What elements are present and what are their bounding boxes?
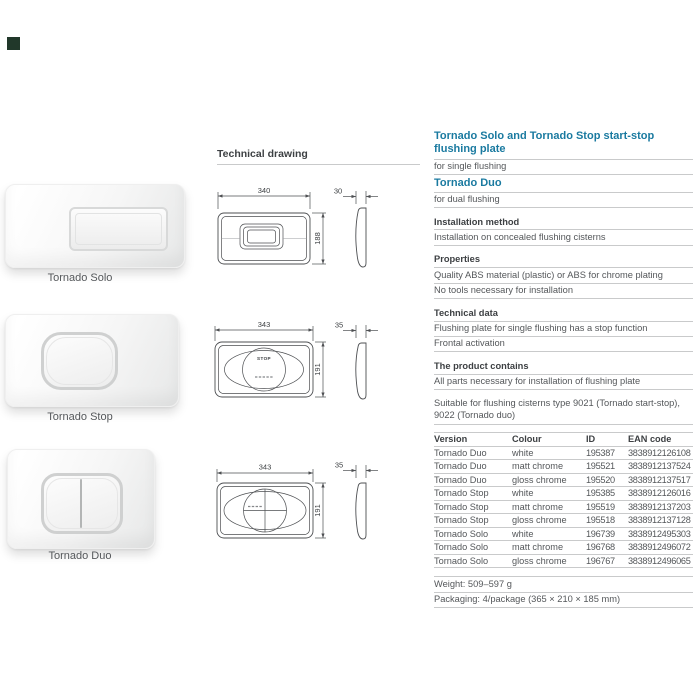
photo-caption-solo: Tornado Solo — [47, 272, 113, 284]
version-table — [434, 432, 693, 568]
cell-colour: gloss chrome — [512, 514, 586, 528]
duo-flush-button-inner — [46, 478, 118, 529]
cell-colour: white — [512, 487, 586, 501]
cell-ean: 3838912137128 — [628, 514, 693, 528]
dimension-depth-label: 35 — [334, 460, 344, 470]
solo-flush-button — [69, 207, 168, 251]
dimension-height-label: 188 — [313, 232, 322, 245]
cell-version: Tornado Solo — [434, 554, 512, 568]
cell-ean: 3838912495303 — [628, 527, 693, 541]
section-line: No tools necessary for installation — [434, 284, 693, 299]
cell-colour: gloss chrome — [512, 473, 586, 487]
technical-drawing-heading: Technical drawing — [217, 148, 308, 160]
dimension-height-label: 191 — [313, 363, 322, 376]
technical-drawing-solo — [210, 181, 380, 276]
cell-colour: matt chrome — [512, 541, 586, 555]
dimension-height-label: 191 — [313, 504, 322, 517]
cell-id: 195519 — [586, 500, 628, 514]
cell-id: 195520 — [586, 473, 628, 487]
cell-colour: white — [512, 446, 586, 460]
product-title-solo-stop: Tornado Solo and Tornado Stop start-stop flushing plate — [434, 130, 693, 160]
photo-tornado-solo — [5, 184, 185, 268]
technical-drawing-duo — [210, 452, 380, 547]
table-row — [434, 514, 693, 528]
dimension-width-label: 340 — [257, 186, 271, 195]
cell-colour: matt chrome — [512, 460, 586, 474]
info-column — [434, 130, 693, 608]
cell-ean: 3838912137524 — [628, 460, 693, 474]
section-installation-method — [434, 215, 693, 246]
cell-version: Tornado Solo — [434, 527, 512, 541]
cell-ean: 3838912126016 — [628, 487, 693, 501]
cell-id: 195385 — [586, 487, 628, 501]
side-profile — [356, 483, 366, 539]
section-header: Properties — [434, 253, 693, 268]
corner-marker — [7, 37, 20, 50]
section-line: Frontal activation — [434, 337, 693, 352]
cell-id: 196739 — [586, 527, 628, 541]
cell-ean: 3838912496065 — [628, 554, 693, 568]
cell-colour: gloss chrome — [512, 554, 586, 568]
cell-version: Tornado Duo — [434, 473, 512, 487]
section-technical-data — [434, 306, 693, 352]
product-subtitle-duo: for dual flushing — [434, 193, 693, 208]
side-profile — [356, 343, 366, 399]
product-title-duo: Tornado Duo — [434, 175, 693, 192]
table-header-row — [434, 433, 693, 447]
duo-button-divider — [80, 479, 82, 528]
cell-colour: matt chrome — [512, 500, 586, 514]
table-row — [434, 487, 693, 501]
section-line: All parts necessary for installation of flushing plate — [434, 375, 693, 390]
photo-caption-stop: Tornado Stop — [47, 411, 113, 423]
col-ean: EAN code — [628, 433, 693, 447]
cell-id: 195518 — [586, 514, 628, 528]
dimension-depth-label: 35 — [334, 320, 344, 330]
cell-version: Tornado Stop — [434, 514, 512, 528]
weight-line: Weight: 509–597 g — [434, 577, 693, 592]
cell-ean: 3838912496072 — [628, 541, 693, 555]
cell-id: 196767 — [586, 554, 628, 568]
cell-ean: 3838912137517 — [628, 473, 693, 487]
product-subtitle-solo-stop: for single flushing — [434, 160, 693, 175]
cell-id: 195387 — [586, 446, 628, 460]
table-row — [434, 554, 693, 568]
photo-tornado-stop — [5, 314, 179, 407]
section-line: Installation on concealed flushing cisterns — [434, 230, 693, 245]
side-profile — [356, 208, 366, 267]
col-colour: Colour — [512, 433, 586, 447]
cell-colour: white — [512, 527, 586, 541]
dimension-depth-label: 30 — [333, 186, 343, 196]
weight-packaging-block — [434, 576, 693, 608]
cell-ean: 3838912126108 — [628, 446, 693, 460]
cell-version: Tornado Duo — [434, 446, 512, 460]
solo-flush-button-inner — [75, 213, 162, 245]
packaging-line: Packaging: 4/package (365 × 210 × 185 mm) — [434, 593, 693, 608]
dimension-width-label: 343 — [257, 320, 271, 329]
cell-version: Tornado Stop — [434, 500, 512, 514]
cell-version: Tornado Solo — [434, 541, 512, 555]
table-row — [434, 473, 693, 487]
technical-drawing-stop — [210, 315, 380, 410]
section-line: Quality ABS material (plastic) or ABS for chrome plating — [434, 268, 693, 283]
dimension-width-label: 343 — [258, 462, 272, 472]
table-row — [434, 541, 693, 555]
col-id: ID — [586, 433, 628, 447]
cell-version: Tornado Stop — [434, 487, 512, 501]
cell-version: Tornado Duo — [434, 460, 512, 474]
section-header: Technical data — [434, 306, 693, 321]
section-header: Installation method — [434, 215, 693, 230]
table-row — [434, 446, 693, 460]
section-properties — [434, 253, 693, 299]
duo-flush-button — [41, 473, 123, 534]
table-row — [434, 460, 693, 474]
technical-drawing-rule — [217, 164, 420, 165]
cell-id: 195521 — [586, 460, 628, 474]
table-row — [434, 500, 693, 514]
col-version: Version — [434, 433, 512, 447]
table-row — [434, 527, 693, 541]
section-product-contains — [434, 359, 693, 390]
photo-caption-duo: Tornado Duo — [48, 550, 112, 562]
cell-id: 196768 — [586, 541, 628, 555]
stop-flush-button-inner — [46, 337, 113, 385]
section-header: The product contains — [434, 359, 693, 374]
stop-flush-button — [41, 332, 118, 390]
section-line: Flushing plate for single flushing has a stop function — [434, 322, 693, 337]
photo-tornado-duo — [7, 449, 155, 549]
cell-ean: 3838912137203 — [628, 500, 693, 514]
stop-button-label: STOP — [256, 356, 272, 361]
suitable-note: Suitable for flushing cisterns type 9021 (Tornado start-stop), 9022 (Tornado duo) — [434, 397, 693, 425]
